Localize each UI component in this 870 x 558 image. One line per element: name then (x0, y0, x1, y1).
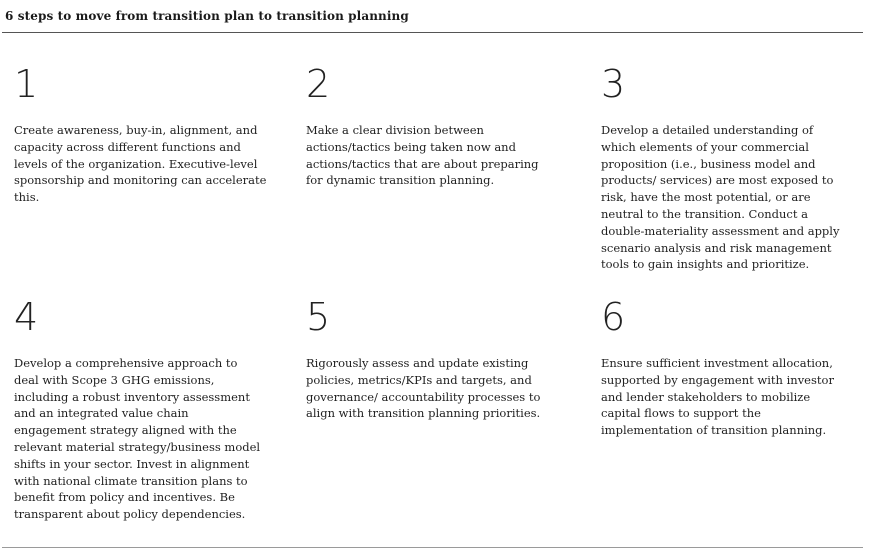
step-description: Develop a detailed understanding of which elements of your commercial proposition (i.e., business model and products/ services) are most exposed to risk, have the most potential, or are neutral to the transition. Conduct a double-materiality assessment and apply scenario analysis and risk management tools to gain insights and prioritize. (601, 123, 840, 272)
step-1 (14, 64, 276, 206)
step-number: 6 (601, 295, 626, 339)
step-number: 2 (306, 62, 331, 106)
step-5 (306, 297, 560, 422)
step-description: Develop a comprehensive approach to deal with Scope 3 GHG emissions, including a robust inventory assessment and an integrated value chain engagement strategy aligned with the relevant material strategy/business model shifts in your sector. Invest in alignment with national climate transition plans to benefit from policy and incentives. Be transparent about policy dependencies. (14, 356, 261, 522)
bottom-divider (2, 547, 863, 548)
step-description: Make a clear division between actions/tactics being taken now and actions/tactics that are about preparing for dynamic transition planning. (306, 123, 539, 188)
step-description: Ensure sufficient investment allocation, supported by engagement with investor and lender stakeholders to mobilize capital flows to support the implementation of transition planning. (601, 356, 834, 438)
step-2 (306, 64, 556, 189)
step-6 (601, 297, 851, 439)
step-number: 3 (601, 62, 626, 106)
step-number: 4 (14, 295, 39, 339)
step-description: Create awareness, buy-in, alignment, and capacity across different functions and levels of the organization. Executive-level sponsorship and monitoring can accelerate this. (14, 123, 267, 205)
step-4 (14, 297, 264, 523)
step-3 (601, 64, 851, 273)
step-number: 1 (14, 62, 39, 106)
step-description: Rigorously assess and update existing policies, metrics/KPIs and targets, and governance/ accountability processes to align with transition planning priorities. (306, 356, 541, 421)
page-title: 6 steps to move from transition plan to transition planning (5, 9, 409, 23)
step-number: 5 (306, 295, 331, 339)
top-divider (2, 32, 863, 33)
